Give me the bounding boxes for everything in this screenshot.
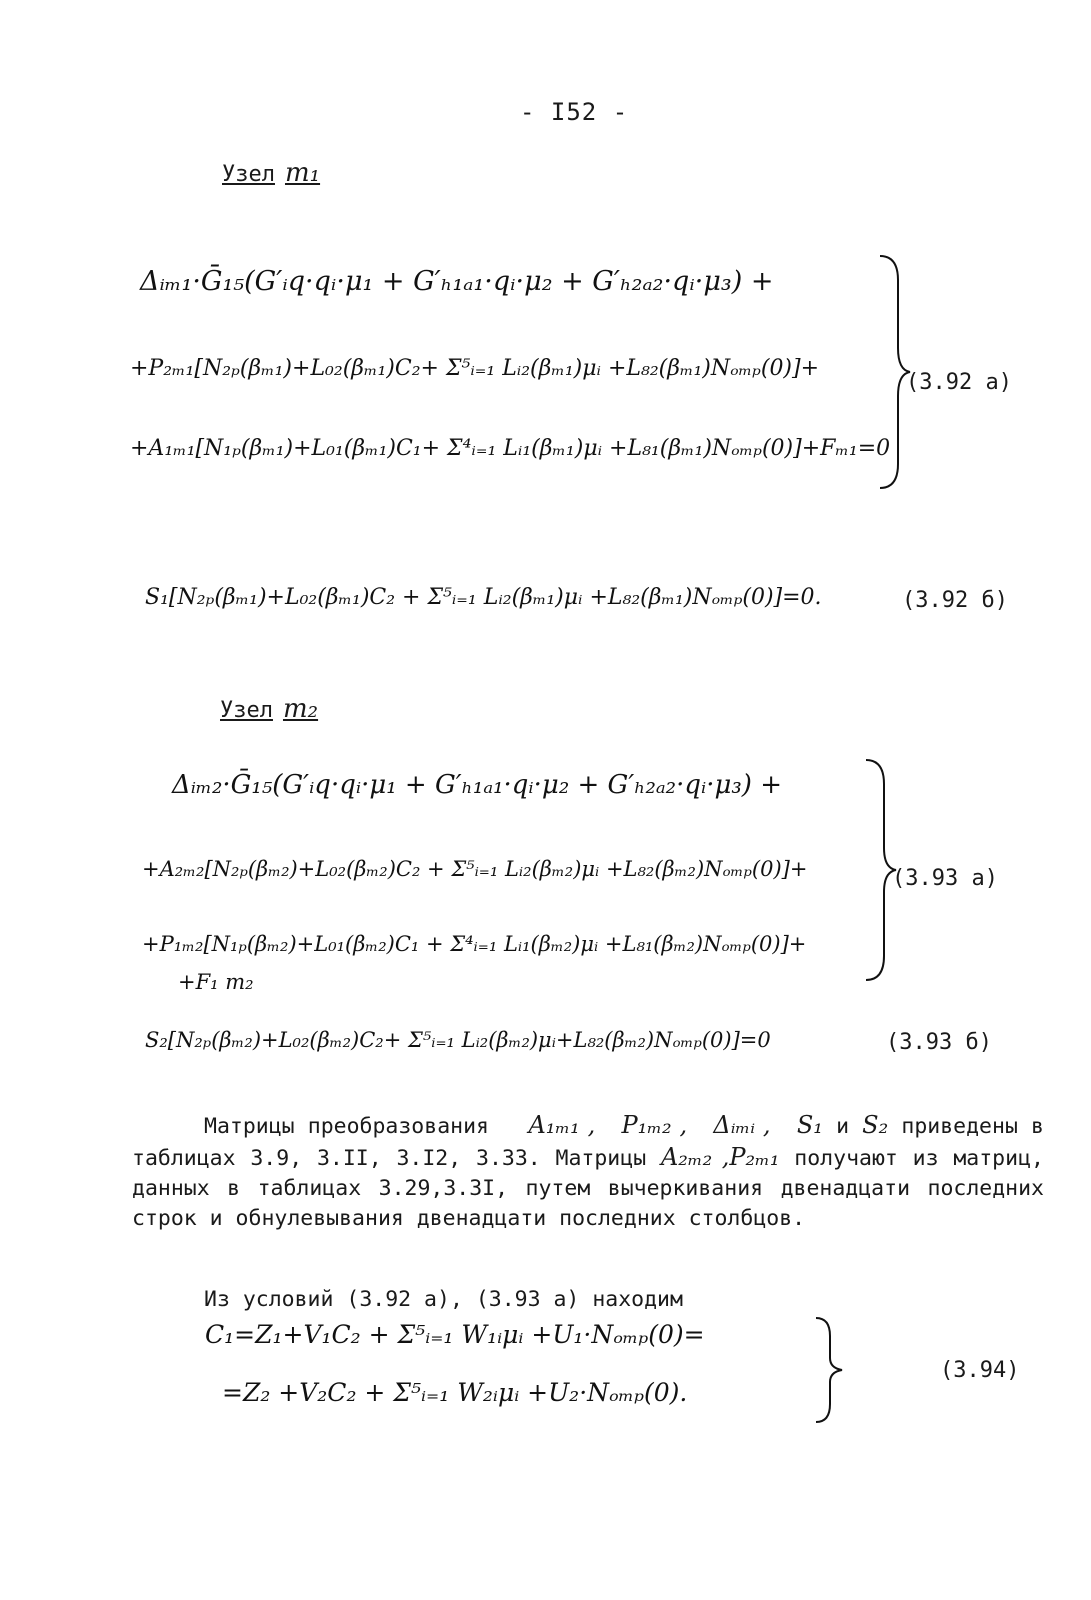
node1-label: Узел: [222, 162, 275, 187]
eq-3-93a-line4: +F₁ m₂: [178, 970, 254, 994]
node2-var: m₂: [282, 694, 319, 724]
body-paragraph: [132, 1110, 1044, 1234]
para-text-and: и: [836, 1114, 850, 1139]
eq-3-92a-line3: +A₁ₘ₁[N₁ₚ(βₘ₁)+L₀₁(βₘ₁)C₁+ Σ⁴ᵢ₌₁ Lᵢ₁(βₘ₁)μᵢ +L₈₁(βₘ₁)Nₒₘₚ(0)]+Fₘ₁=0: [130, 436, 891, 461]
eq-3-92a-line1: Δᵢₘ₁·Ḡ₁₅(G′ᵢq·qᵢ·μ₁ + G′ₕ₁ₐ₁·qᵢ·μ₂ + G′ₕ₂ₐ₂·qᵢ·μ₃) +: [140, 266, 774, 297]
para-text-2: приведены в таблицах 3.9, 3.II, 3.I2, 3.33. Матрицы: [132, 1114, 1044, 1171]
conditions-intro: Из условий (3.92 а), (3.93 а) находим: [204, 1287, 683, 1312]
eq-3-93a-line1: Δᵢₘ₂·Ḡ₁₅(G′ᵢq·qᵢ·μ₁ + G′ₕ₁ₐ₁·qᵢ·μ₂ + G′ₕ₂ₐ₂·qᵢ·μ₃) +: [172, 770, 782, 800]
node1-var: m₁: [284, 158, 321, 188]
eq-3-92b: S₁[N₂ₚ(βₘ₁)+L₀₂(βₘ₁)C₂ + Σ⁵ᵢ₌₁ Lᵢ₂(βₘ₁)μᵢ +L₈₂(βₘ₁)Nₒₘₚ(0)]=0.: [145, 585, 822, 610]
para-math-delta: Δᵢₘᵢ ,: [713, 1111, 771, 1139]
para-text-3: получают из матриц, данных в таблицах 3.29,3.3I, путем вычеркивания двенадцати последних строк и обнулевывания двенадцати последних столбцов.: [132, 1146, 1044, 1231]
para-math-s1: S₁: [796, 1111, 823, 1139]
para-math-p1m2: P₁ₘ₂ ,: [621, 1111, 688, 1139]
eq-number-3-93b: (3.93 б): [886, 1030, 992, 1055]
eq-3-94-line2: =Z₂ +V₂C₂ + Σ⁵ᵢ₌₁ W₂ᵢμᵢ +U₂·Nₒₘₚ(0).: [222, 1378, 688, 1407]
para-text-1: Матрицы преобразования: [204, 1114, 489, 1139]
eq-3-94-line1: C₁=Z₁+V₁C₂ + Σ⁵ᵢ₌₁ W₁ᵢμᵢ +U₁·Nₒₘₚ(0)=: [205, 1320, 705, 1349]
eq-3-93b: S₂[N₂ₚ(βₘ₂)+L₀₂(βₘ₂)C₂+ Σ⁵ᵢ₌₁ Lᵢ₂(βₘ₂)μᵢ+L₈₂(βₘ₂)Nₒₘₚ(0)]=0: [145, 1028, 771, 1052]
para-math-s2: S₂: [862, 1111, 889, 1139]
eq-3-92a-line2: +P₂ₘ₁[N₂ₚ(βₘ₁)+L₀₂(βₘ₁)C₂+ Σ⁵ᵢ₌₁ Lᵢ₂(βₘ₁)μᵢ +L₈₂(βₘ₁)Nₒₘₚ(0)]+: [130, 356, 820, 381]
eq-number-3-94: (3.94): [940, 1358, 1020, 1383]
eq-3-93a-line2: +A₂ₘ₂[N₂ₚ(βₘ₂)+L₀₂(βₘ₂)C₂ + Σ⁵ᵢ₌₁ Lᵢ₂(βₘ₂)μᵢ +L₈₂(βₘ₂)Nₒₘₚ(0)]+: [142, 857, 808, 881]
page-number: - I52 -: [520, 98, 629, 126]
eq-3-94-brace: [812, 1314, 848, 1426]
eq-number-3-93a: (3.93 a): [892, 866, 998, 891]
eq-3-93a-line3: +P₁ₘ₂[N₁ₚ(βₘ₂)+L₀₁(βₘ₂)C₁ + Σ⁴ᵢ₌₁ Lᵢ₁(βₘ₂)μᵢ +L₈₁(βₘ₂)Nₒₘₚ(0)]+: [142, 932, 807, 956]
eq-number-3-92b: (3.92 б): [902, 588, 1008, 613]
node2-heading: [220, 694, 318, 724]
node2-label: Узел: [220, 698, 273, 723]
para-math-a2m2-p2m1: A₂ₘ₂ ,P₂ₘ₁: [660, 1143, 780, 1171]
para-math-a1m1: A₁ₘ₁ ,: [528, 1111, 596, 1139]
eq-number-3-92a: (3.92 a): [906, 370, 1012, 395]
node1-heading: [222, 158, 320, 188]
